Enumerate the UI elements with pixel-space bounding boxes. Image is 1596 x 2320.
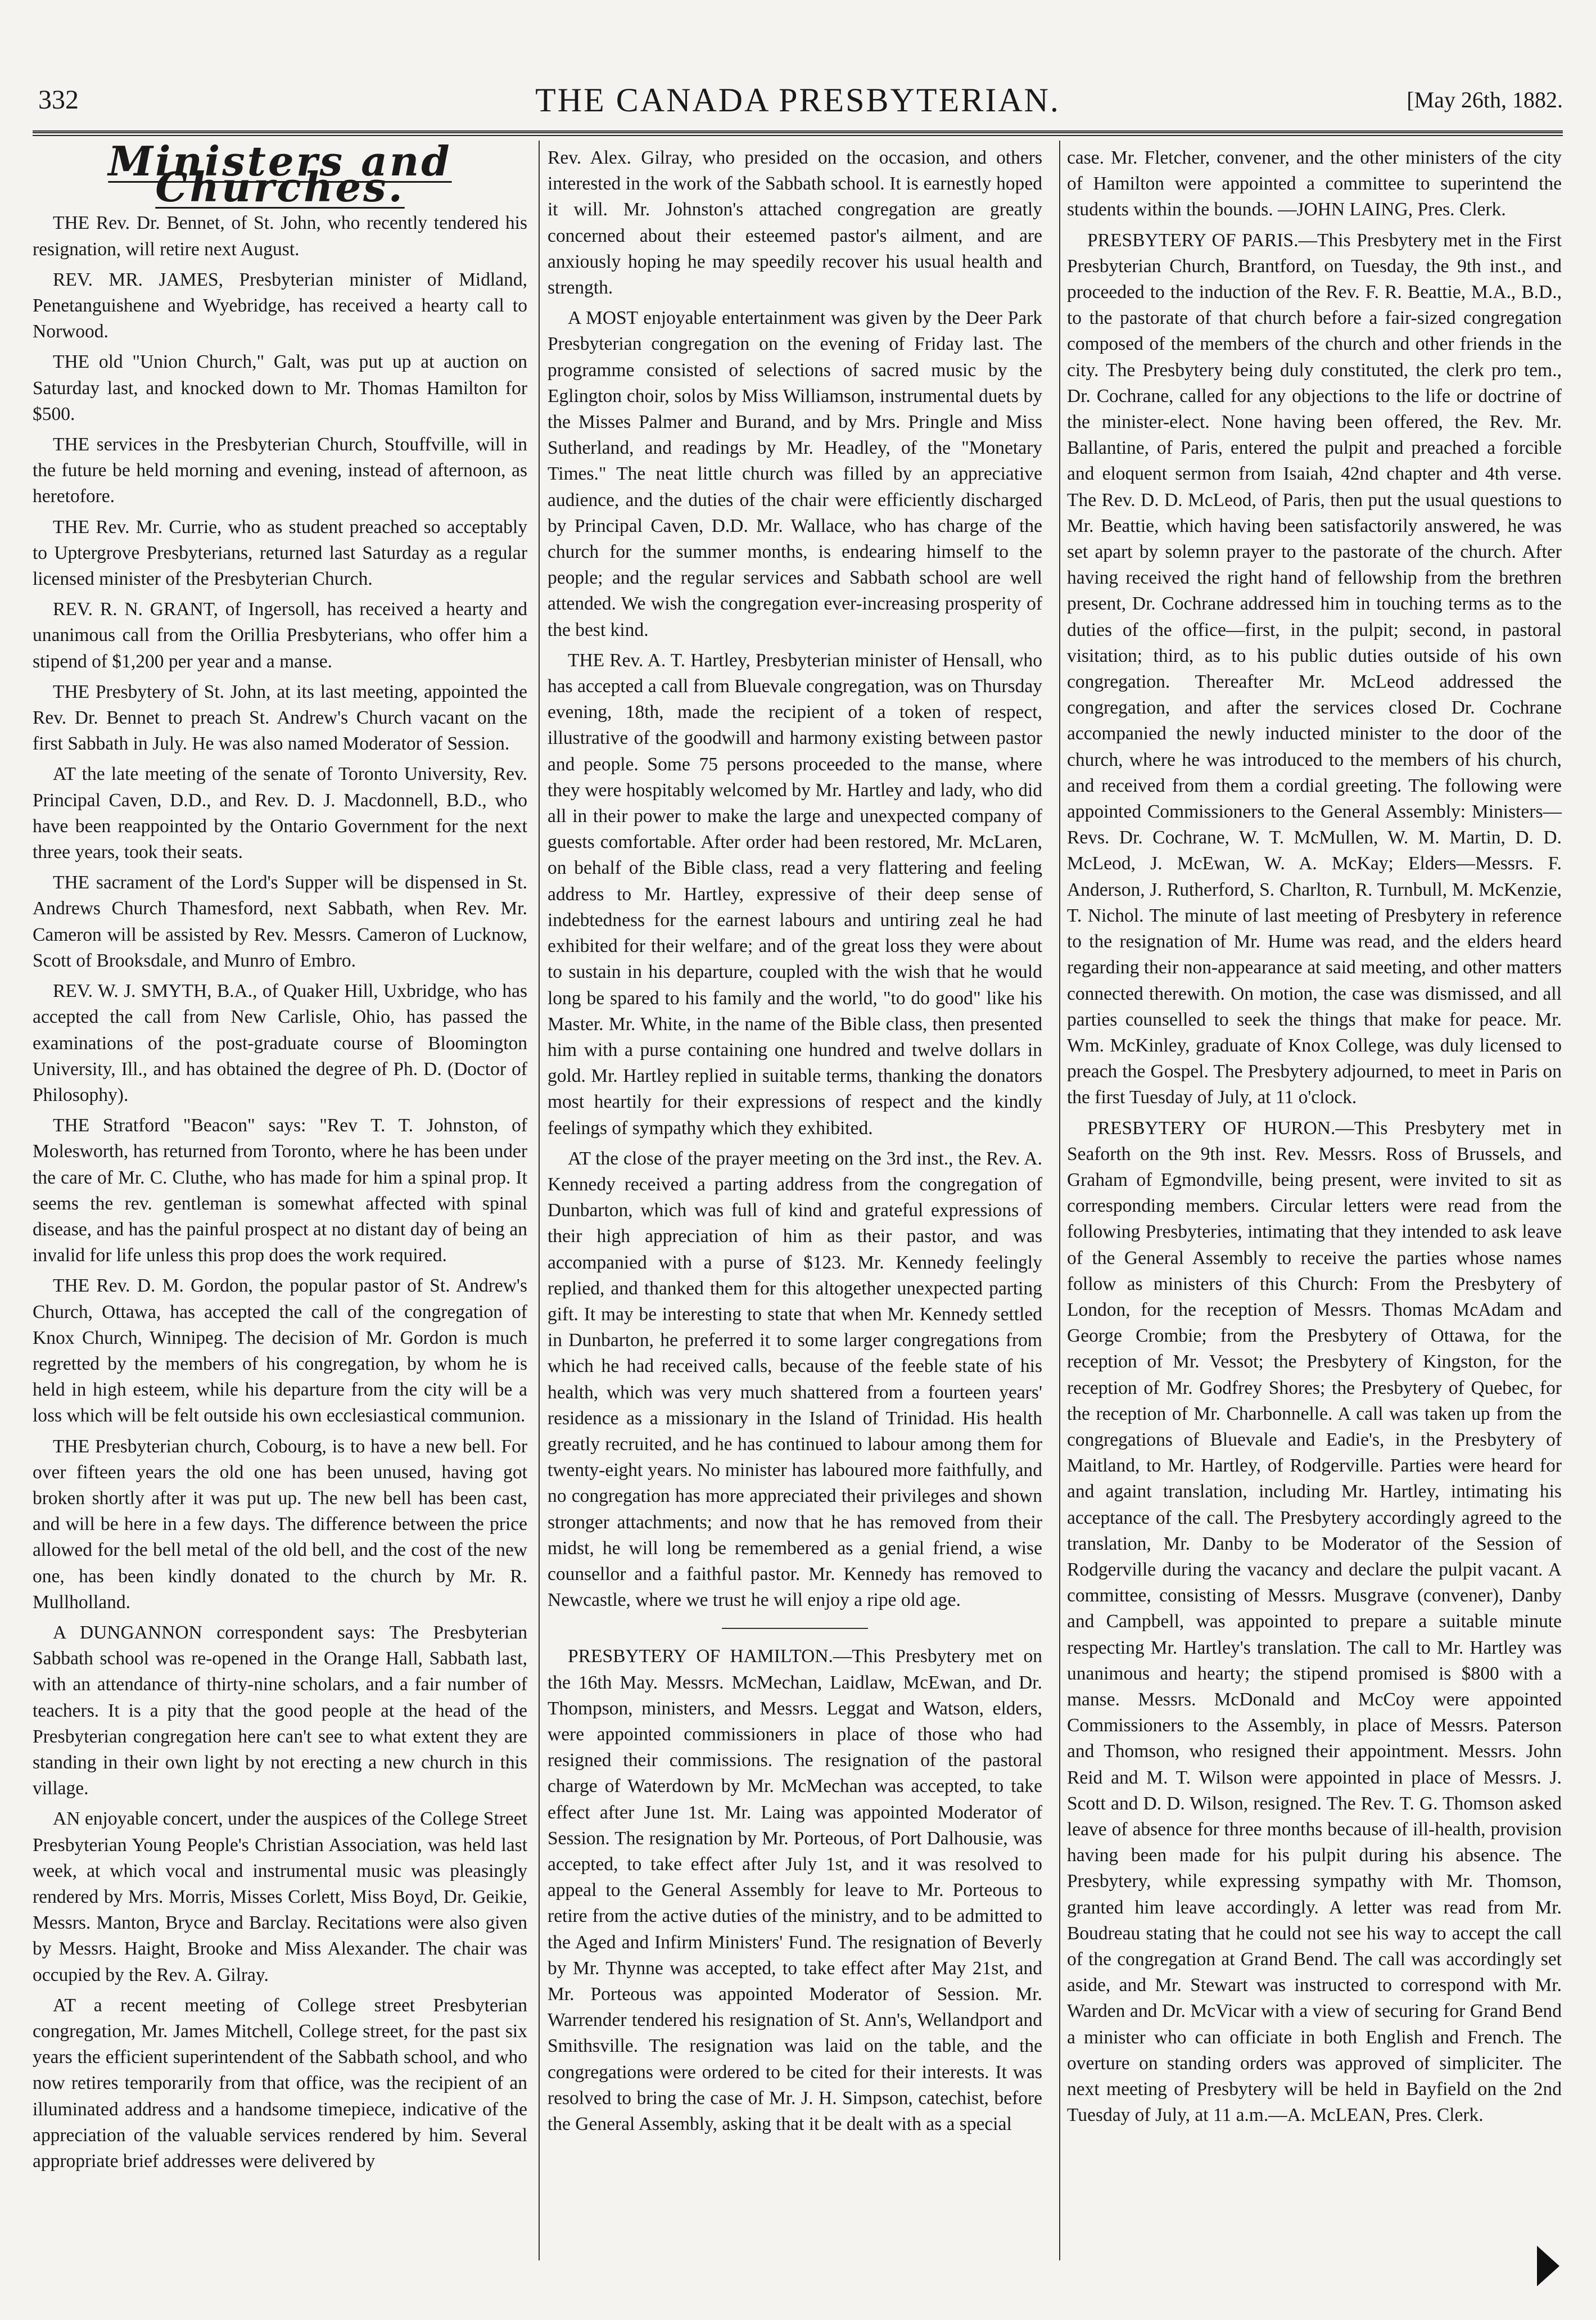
section-divider (722, 1628, 868, 1629)
column-1 (33, 137, 527, 2179)
news-item: REV. R. N. GRANT, of Ingersoll, has received a hearty and unanimous call from the Orillia Presbyterians, who offer him a stipend of $1,200 per year and a manse. (33, 599, 527, 672)
news-item: THE old "Union Church," Galt, was put up at auction on Saturday last, and knocked down to Mr. Thomas Hamilton for $500. (33, 351, 527, 425)
news-item: case. Mr. Fletcher, convener, and the other ministers of the city of Hamilton were appointed a committee to superintend the students within the bounds. —JOHN LAING, Pres. Clerk. (1067, 147, 1562, 220)
column-2 (548, 145, 1042, 2142)
column-3 (1067, 145, 1562, 2133)
news-item: A MOST enjoyable entertainment was given by the Deer Park Presbyterian congregation on the evening of Friday last. The programme consisted of selections of sacred music by the Eglington choir, solos by Miss Williamson, instrumental duets by the Misses Palmer and Burand, and by Mrs. Pringle and Miss Sutherland, and readings by Mr. Headley, of the "Monetary Times." The neat little church was filled by an appreciative audience, and the duties of the chair were efficiently discharged by Principal Caven, D.D. Mr. Wallace, who has charge of the church for the summer months, is endearing himself to the people; and the regular services and Sabbath school are well attended. We wish the congregation ever-increasing prosperity of the best kind. (548, 308, 1042, 640)
news-item: THE Rev. A. T. Hartley, Presbyterian minister of Hensall, who has accepted a call from Bluevale congregation, was on Thursday evening, 18th, made the recipient of a token of respect, illustrative of the goodwill and harmony existing between pastor and people. Some 75 persons proceeded to the manse, where they were hospitably welcomed by Mr. Hartley and lady, who did all in their power to make the large and unexpected company of guests comfortable. After order had been restored, Mr. McLaren, on behalf of the Bible class, read a very flattering and feeling address to Mr. Hartley, expressive of their deep sense of indebtedness for the earnest labours and untiring zeal he had exhibited for their welfare; and of the great loss they were about to sustain in his departure, coupled with the wish that he would long be spared to his family and the world, "to do good" like his Master. Mr. White, in the name of the Bible class, then presented him with a purse containing one hundred and twelve dollars in gold. Mr. Hartley replied in suitable terms, thanking the donators most heartily for their expressions of respect and the kindly feelings of sympathy which they exhibited. (548, 649, 1042, 1139)
news-item: REV. W. J. SMYTH, B.A., of Quaker Hill, Uxbridge, who has accepted the call from New Carlisle, Ohio, has passed the examinations of the post-graduate course of Bloomington University, Ill., and has obtained the degree of Ph. D. (Doctor of Philosophy). (33, 981, 527, 1105)
news-item: THE Stratford "Beacon" says: "Rev T. T. Johnston, of Molesworth, has returned from Toronto, where he has been under the care of Mr. C. Cluthe, who has made for him a spinal prop. It seems the rev. gentleman is somewhat affected with spinal disease, and has the painful prospect at no distant day of being an invalid for life unless this prop does the work required. (33, 1115, 527, 1266)
issue-date: [May 26th, 1882. (1407, 87, 1563, 112)
news-item: AT a recent meeting of College street Presbyterian congregation, Mr. James Mitchell, College street, for the past six years the efficient superintendent of the Sabbath school, and who now retires temporarily from that office, was the recipient of an illuminated address and a handsome timepiece, indicative of the appreciation of the valuable services rendered by him. Several appropriate brief addresses were delivered by (33, 1994, 527, 2172)
news-item: THE Presbytery of St. John, at its last meeting, appointed the Rev. Dr. Bennet to preach St. Andrew's Church vacant on the first Sabbath in July. He was also named Moderator of Session. (33, 681, 527, 755)
page-header (33, 84, 1563, 118)
page-number: 332 (38, 85, 79, 115)
newspaper-title: THE CANADA PRESBYTERIAN. (535, 82, 1060, 119)
news-item: AT the late meeting of the senate of Toronto University, Rev. Principal Caven, D.D., and Rev. D. J. Macdonnell, B.D., who have been reappointed by the Ontario Government for the next three years, took their seats. (33, 764, 527, 863)
news-item: THE services in the Presbyterian Church, Stouffville, will in the future be held morning and evening, instead of afternoon, as heretofore. (33, 434, 527, 507)
news-item: THE Rev. Mr. Currie, who as student preached so acceptably to Uptergrove Presbyterians, returned last Saturday as a regular licensed minister of the Presbyterian Church. (33, 516, 527, 590)
news-item: A DUNGANNON correspondent says: The Presbyterian Sabbath school was re-opened in the Orange Hall, Sabbath last, with an attendance of thirty-nine scholars, and a fair number of teachers. It is a pity that the good people at the head of the Presbyterian congregation here can't see to what extent they are standing in their own light by not erecting a new church in this village. (33, 1622, 527, 1799)
news-item: THE sacrament of the Lord's Supper will be dispensed in St. Andrews Church Thamesford, next Sabbath, when Rev. Mr. Cameron will be assisted by Rev. Messrs. Cameron of Lucknow, Scott of Brooksdale, and Munro of Embro. (33, 872, 527, 971)
presbytery-report: PRESBYTERY OF PARIS.—This Presbytery met in the First Presbyterian Church, Brantford, on Tuesday, the 9th inst., and proceeded to the induction of the Rev. F. R. Beattie, M.A., B.D., to the pastorate of that church before a fair-sized congregation composed of the members of the church and other friends in the city. The Presbytery being duly constituted, the clerk pro tem., Dr. Cochrane, called for any objections to the life or doctrine of the minister-elect. None having been offered, the Rev. Mr. Ballantine, of Paris, entered the pulpit and preached a forcible and eloquent sermon from Isaiah, 42nd chapter and 4th verse. The Rev. D. D. McLeod, of Paris, then put the usual questions to Mr. Beattie, which having been satisfactorily answered, he was set apart by solemn prayer to the pastorate of the church. After having received the right hand of fellowship from the brethren present, Dr. Cochrane addressed him in touching terms as to the duties of the office—first, in the pulpit; second, in pastoral visitation; third, as to his public duties outside of his own congregation. Thereafter Mr. McLeod addressed the congregation, and after the services closed Dr. Cochrane accompanied the newly inducted minister to the door of the church, where he was introduced to the members of his church, and received from them a cordial greeting. The following were appointed Commissioners to the General Assembly: Ministers—Revs. Dr. Cochrane, W. T. McMullen, W. M. Martin, D. D. McLeod, J. McEwan, W. A. McKay; Elders—Messrs. F. Anderson, J. Rutherford, S. Charlton, R. Turnbull, M. McKenzie, T. Nichol. The minute of last meeting of Presbytery in reference to the resignation of Mr. Hume was read, and the elders heard regarding their non-appearance at said meeting, and other matters connected therewith. On motion, the case was dismissed, and all parties counselled to seek the things that make for peace. Mr. Wm. McKinley, graduate of Knox College, was duly licensed to preach the Gospel. The Presbytery adjourned, to meet in Paris on the first Tuesday of July, at 11 o'clock. (1067, 229, 1562, 1108)
news-item: THE Rev. D. M. Gordon, the popular pastor of St. Andrew's Church, Ottawa, has accepted the call of the congregation of Knox Church, Winnipeg. The decision of Mr. Gordon is much regretted by the members of his congregation, by whom he is held in high esteem, while his departure from the city will be a loss which will be felt outside his own ecclesiastical communion. (33, 1275, 527, 1427)
news-item: THE Presbyterian church, Cobourg, is to have a new bell. For over fifteen years the old one has been unused, having got broken shortly after it was put up. The new bell has been cast, and will be here in a few days. The difference between the price allowed for the bell metal of the old bell, and the cost of the new one, has been kindly donated to the church by Mr. R. Mullholland. (33, 1436, 527, 1613)
newspaper-page (33, 0, 1563, 2320)
news-item: AT the close of the prayer meeting on the 3rd inst., the Rev. A. Kennedy received a parting address from the congregation of Dunbarton, which was full of kind and grateful expressions of their high appreciation of him as their pastor, and was accompanied with a purse of $123. Mr. Kennedy feelingly replied, and thanked them for this altogether unexpected parting gift. It may be interesting to state that when Mr. Kennedy settled in Dunbarton, he preferred it to some larger congregations from which he had received calls, because of the feeble state of his health, which was very much shattered from a fourteen years' residence as a missionary in the Island of Trinidad. His health greatly recruited, and he has continued to labour among them for twenty-eight years. No minister has laboured more faithfully, and no congregation has more appreciated their privileges and shown stronger attachments; and now that he has removed from their midst, he will long be remembered as a genial friend, a wise counsellor and a faithful pastor. Mr. Kennedy has removed to Newcastle, where we trust he will enjoy a ripe old age. (548, 1148, 1042, 1611)
section-title: Ministers and Churches. (108, 137, 452, 211)
next-page-arrow-icon[interactable] (1537, 2246, 1559, 2286)
header-rule (33, 130, 1563, 133)
news-item: THE Rev. Dr. Bennet, of St. John, who recently tendered his resignation, will retire next August. (33, 213, 527, 260)
presbytery-report: PRESBYTERY OF HAMILTON.—This Presbytery met on the 16th May. Messrs. McMechan, Laidlaw, McEwan, and Dr. Thompson, ministers, and Messrs. Leggat and Watson, elders, were appointed commissioners in place of those who had resigned their commissions. The resignation of the pastoral charge of Waterdown by Mr. McMechan was accepted, to take effect after June 1st. Mr. Laing was appointed Moderator of Session. The resignation by Mr. Porteous, of Port Dalhousie, was accepted, to take effect after July 1st, and it was resolved to appeal to the General Assembly for leave to Mr. Porteous to retire from the active duties of the ministry, and to be admitted to the Aged and Infirm Ministers' Fund. The resignation of Beverly by Mr. Thynne was accepted, to take effect after May 21st, and Mr. Porteous was appointed Moderator of Session. Mr. Warrender tendered his resignation of St. Ann's, Wellandport and Smithsville. The resignation was laid on the table, and the congregations were ordered to be cited for their interests. It was resolved to bring the case of Mr. J. H. Simpson, catechist, before the General Assembly, asking that it be dealt with as a special (548, 1646, 1042, 2135)
news-item: REV. MR. JAMES, Presbyterian minister of Midland, Penetanguishene and Wyebridge, has received a hearty call to Norwood. (33, 269, 527, 342)
column-divider (539, 141, 540, 2260)
column-divider (1059, 141, 1060, 2260)
header-rule-thin (33, 135, 1563, 136)
news-item: Rev. Alex. Gilray, who presided on the occasion, and others interested in the work of the Sabbath school. It is earnestly hoped it will. Mr. Johnston's attached congregation are greatly concerned about their esteemed pastor's ailment, and are anxiously hoping he may speedily recover his usual health and strength. (548, 147, 1042, 299)
presbytery-report: PRESBYTERY OF HURON.—This Presbytery met in Seaforth on the 9th inst. Rev. Messrs. Ross of Brussels, and Graham of Egmondville, being present, were invited to sit as corresponding members. Circular letters were read from the following Presbyteries, intimating that they intended to ask leave of the General Assembly to receive the parties whose names follow as ministers of this Church: From the Presbytery of London, for the reception of Messrs. Thomas McAdam and George Crombie; from the Presbytery of Ottawa, for the reception of Mr. Vessot; the Presbytery of Kingston, for the reception of Mr. Godfrey Shores; the Presbytery of Quebec, for the reception of Mr. Charbonnelle. A call was taken up from the congregations of Bluevale and Eadie's, in the Presbytery of Maitland, to Mr. Hartley, of Rodgerville. Parties were heard for and againt translation, including Mr. Hartley, intimating his acceptance of the call. The Presbytery accordingly agreed to the translation, Mr. Danby to be Moderator of the Session of Rodgerville during the vacancy and declare the pulpit vacant. A committee, consisting of Messrs. Musgrave (convener), Danby and Campbell, was appointed to prepare a suitable minute respecting Mr. Hartley's translation. The call to Mr. Hartley was unanimous and hearty; the stipend promised is $800 with a manse. Messrs. McDonald and McCoy were appointed Commissioners to the Assembly, in place of Messrs. Paterson and Thomson, who resigned their appointment. Messrs. John Reid and M. T. Wilson were appointed in place of Messrs. J. Scott and D. D. Wilson, resigned. The Rev. T. G. Thomson asked leave of absence for three months because of ill-health, provision having been made for his pulpit during his absence. The Presbytery, while expressing sympathy with Mr. Thomson, granted him leave accordingly. A letter was read from Mr. Boudreau stating that he could not see his way to accept the call of the congregation at Grand Bend. The call was accordingly set aside, and Mr. Stewart was instructed to correspond with Mr. Warden and Dr. McVicar with a view of securing for Grand Bend a minister who can officiate in both English and French. The overture on standing orders was approved of simpliciter. The next meeting of Presbytery will be held in Bayfield on the 2nd Tuesday of July, at 11 a.m.—A. McLEAN, Pres. Clerk. (1067, 1117, 1562, 2126)
news-item: AN enjoyable concert, under the auspices of the College Street Presbyterian Young People's Christian Association, was held last week, at which vocal and instrumental music was pleasingly rendered by Mrs. Morris, Misses Corlett, Miss Boyd, Dr. Geikie, Messrs. Manton, Bryce and Barclay. Recitations were also given by Messrs. Haight, Brooke and Miss Alexander. The chair was occupied by the Rev. A. Gilray. (33, 1808, 527, 1985)
